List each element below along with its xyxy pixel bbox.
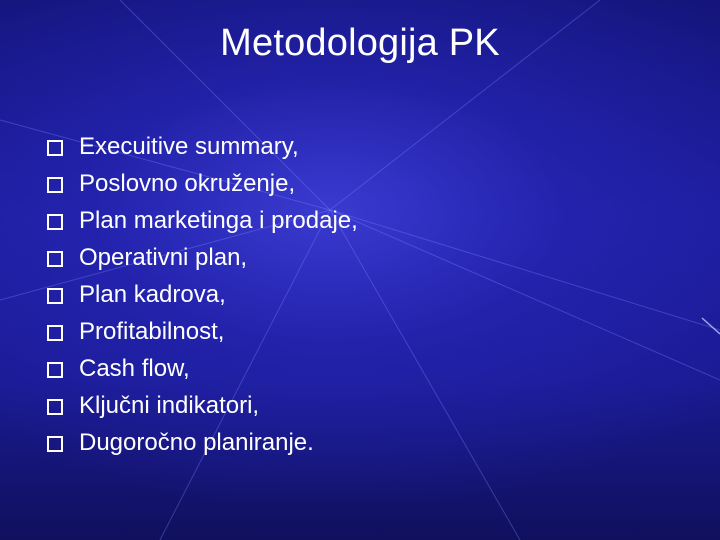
list-item-label: Execuitive summary,	[79, 132, 299, 160]
list-item-label: Dugoročno planiranje.	[79, 428, 314, 456]
list-item	[47, 239, 358, 276]
list-item	[47, 202, 358, 239]
square-bullet-icon	[47, 251, 63, 267]
square-bullet-icon	[47, 177, 63, 193]
list-item-label: Plan marketinga i prodaje,	[79, 206, 358, 234]
list-item-label: Profitabilnost,	[79, 317, 225, 345]
square-bullet-icon	[47, 325, 63, 341]
square-bullet-icon	[47, 214, 63, 230]
list-item	[47, 387, 358, 424]
list-item-label: Operativni plan,	[79, 243, 248, 271]
list-item-label: Ključni indikatori,	[79, 391, 260, 419]
square-bullet-icon	[47, 399, 63, 415]
square-bullet-icon	[47, 362, 63, 378]
list-item	[47, 424, 358, 461]
list-item-label: Cash flow,	[79, 354, 190, 382]
list-item	[47, 128, 358, 165]
list-item-label: Poslovno okruženje,	[79, 169, 296, 197]
square-bullet-icon	[47, 288, 63, 304]
square-bullet-icon	[47, 436, 63, 452]
list-item	[47, 165, 358, 202]
list-item	[47, 313, 358, 350]
list-item	[47, 276, 358, 313]
bullet-list	[47, 128, 358, 461]
list-item-label: Plan kadrova,	[79, 280, 226, 308]
square-bullet-icon	[47, 140, 63, 156]
slide-title: Metodologija PK	[220, 22, 500, 64]
list-item	[47, 350, 358, 387]
